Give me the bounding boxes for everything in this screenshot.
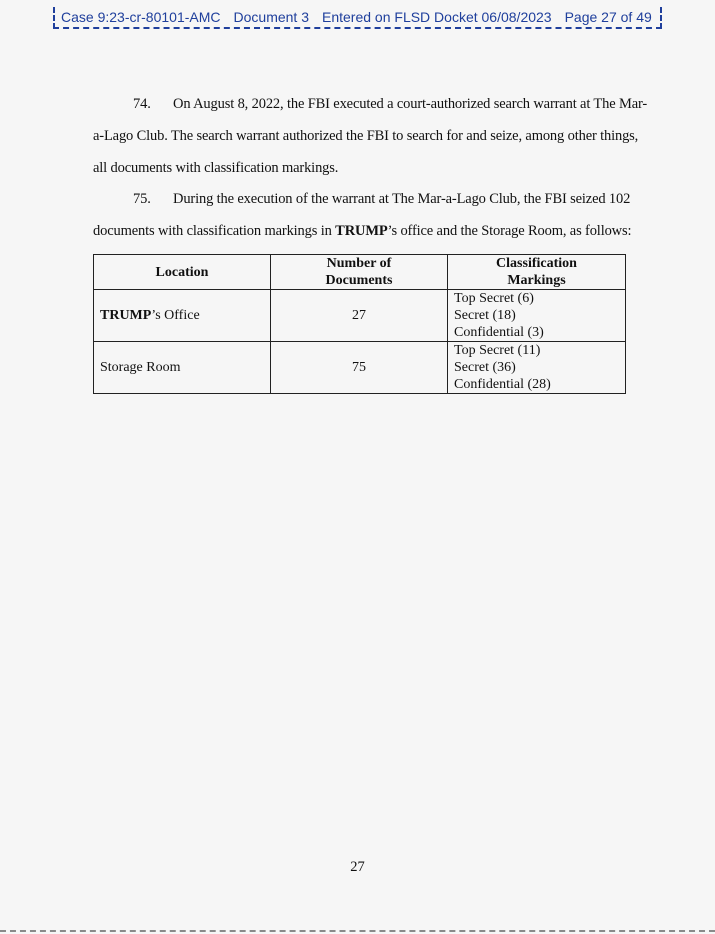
docket-header-stamp [53,7,662,29]
paragraph-74-line-1 [93,96,647,113]
header-location: Location [94,255,271,290]
row-2-marking-top-secret: Top Secret (11) [454,343,541,358]
page-number: 27 [350,859,365,875]
row-1-location-bold: TRUMP [100,308,152,323]
row-2-markings [448,342,626,394]
paragraph-74-text-1: On August 8, 2022, the FBI executed a court-authorized search warrant at The Mar- [173,96,648,112]
paragraph-74-number: 74. [133,96,151,112]
paragraph-75-line-1 [93,191,630,208]
row-1-marking-secret: Secret (18) [454,308,516,323]
paragraph-74-text-3: all documents with classification markings. [93,160,339,176]
paragraph-75-text-1: During the execution of the warrant at The Mar-a-Lago Club, the FBI seized 102 [173,191,631,207]
paragraph-75-text-2b: ’s office and the Storage Room, as follows: [387,223,632,239]
header-classification-markings [448,255,626,290]
row-2-marking-secret: Secret (36) [454,360,516,375]
paragraph-75-text-2a: documents with classification markings in [93,223,336,239]
header-markings-line-1: Classification [496,256,577,271]
paragraph-75-number: 75. [133,191,151,207]
header-count-line-2: Documents [325,273,393,288]
table-row [94,290,626,342]
row-2-location [94,342,271,394]
row-1-location [94,290,271,342]
row-2-location-rest: Storage Room [100,360,181,375]
paragraph-74-text-2: a-Lago Club. The search warrant authorized the FBI to search for and seize, among other things, [93,128,639,144]
row-2-count: 75 [271,342,448,394]
row-1-marking-confidential: Confidential (3) [454,325,544,340]
table-header-row [94,255,626,290]
docket-entry-date: Entered on FLSD Docket 06/08/2023 [322,9,552,25]
row-1-markings [448,290,626,342]
row-1-count: 27 [271,290,448,342]
seized-documents-table [93,254,626,394]
case-number: Case 9:23-cr-80101-AMC [61,9,221,25]
header-number-of-documents [271,255,448,290]
page-indicator: Page 27 of 49 [564,9,652,25]
table-row [94,342,626,394]
document-number: Document 3 [233,9,309,25]
row-1-location-rest: ’s Office [151,308,200,323]
paragraph-75-trump-bold: TRUMP [335,223,388,239]
header-markings-line-2: Markings [507,273,566,288]
header-count-line-1: Number of [326,256,392,271]
bottom-dashed-rule [0,930,715,932]
paragraph-75-line-2 [93,223,631,240]
row-1-marking-top-secret: Top Secret (6) [454,291,534,306]
row-2-marking-confidential: Confidential (28) [454,377,551,392]
